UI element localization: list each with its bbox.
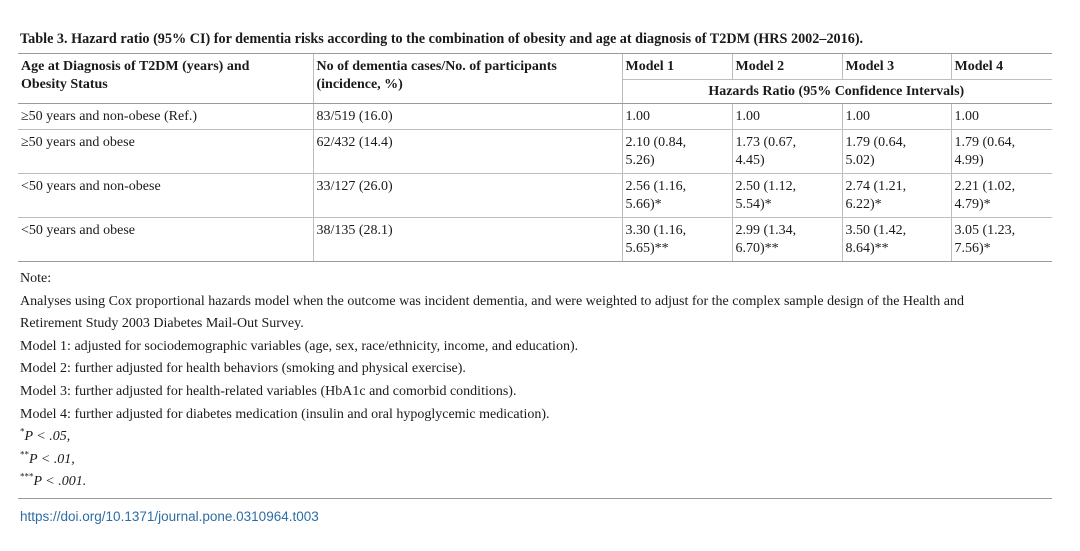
notes-line-1: Analyses using Cox proportional hazards model when the outcome was incident dementia, and were weighted to adjust for the complex sample design of the Health and bbox=[20, 293, 964, 309]
cell-value-line-1: 1.79 (0.64, bbox=[845, 135, 907, 150]
cell-value-line-2: 4.45) bbox=[735, 153, 765, 168]
cell-value-line-1: 3.50 (1.42, bbox=[845, 223, 907, 238]
cell-value-line-1: 2.10 (0.84, bbox=[625, 135, 687, 150]
cell-group: ≥50 years and non-obese (Ref.) bbox=[18, 104, 313, 130]
cell-model-3 bbox=[842, 218, 951, 262]
header-age-status: Age at Diagnosis of T2DM (years) and Obesity Status bbox=[18, 54, 313, 104]
cell-cases: 33/127 (26.0) bbox=[313, 174, 622, 218]
cell-model-1 bbox=[622, 104, 732, 130]
cell-cases: 38/135 (28.1) bbox=[313, 218, 622, 262]
cell-value-line-2: 6.22)* bbox=[845, 197, 882, 212]
header-model-4: Model 4 bbox=[951, 54, 1052, 80]
notes-significance-1: *P < .05, bbox=[20, 426, 71, 445]
header-model-3: Model 3 bbox=[842, 54, 951, 80]
cell-group: <50 years and obese bbox=[18, 218, 313, 262]
cell-value-line-1: 3.30 (1.16, bbox=[625, 223, 687, 238]
cell-value-line-1: 2.99 (1.34, bbox=[735, 223, 797, 238]
cell-cases: 62/432 (14.4) bbox=[313, 130, 622, 174]
cell-value-line-2: 6.70)** bbox=[735, 241, 779, 256]
cell-model-1 bbox=[622, 174, 732, 218]
cell-cases: 83/519 (16.0) bbox=[313, 104, 622, 130]
cell-value-line-2: 5.66)* bbox=[625, 197, 662, 212]
cell-value-line-1: 2.56 (1.16, bbox=[625, 179, 687, 194]
notes-model-1: Model 1: adjusted for sociodemographic variables (age, sex, race/ethnicity, income, and education). bbox=[20, 338, 579, 354]
cell-model-1 bbox=[622, 130, 732, 174]
cell-value-line-1: 2.21 (1.02, bbox=[954, 179, 1016, 194]
notes-title: Note: bbox=[20, 271, 52, 286]
cell-value-line-1: 1.00 bbox=[954, 109, 979, 124]
header-model-1: Model 1 bbox=[622, 54, 732, 80]
cell-value-line-1: 1.79 (0.64, bbox=[954, 135, 1016, 150]
cell-value-line-1: 3.05 (1.23, bbox=[954, 223, 1016, 238]
hazard-ratio-table bbox=[18, 54, 1052, 262]
table-row bbox=[18, 174, 1052, 218]
table-body bbox=[18, 104, 1052, 262]
cell-value-line-2: 8.64)** bbox=[845, 241, 889, 256]
cell-value-line-2: 7.56)* bbox=[954, 241, 991, 256]
cell-value-line-2: 5.26) bbox=[625, 153, 655, 168]
notes-model-4: Model 4: further adjusted for diabetes medication (insulin and oral hypoglycemic medication). bbox=[20, 406, 550, 422]
cell-model-4 bbox=[951, 104, 1052, 130]
cell-value-line-1: 2.74 (1.21, bbox=[845, 179, 907, 194]
cell-model-2 bbox=[732, 104, 842, 130]
table-row bbox=[18, 104, 1052, 130]
table-caption: Table 3. Hazard ratio (95% CI) for dementia risks according to the combination of obesity and age at diagnosis of T2DM (HRS 2002–2016). bbox=[20, 31, 864, 47]
cell-model-3 bbox=[842, 130, 951, 174]
cell-group: ≥50 years and obese bbox=[18, 130, 313, 174]
header-cases: No of dementia cases/No. of participants (incidence, %) bbox=[313, 54, 622, 104]
cell-model-4 bbox=[951, 218, 1052, 262]
cell-model-3 bbox=[842, 174, 951, 218]
cell-value-line-2: 4.99) bbox=[954, 153, 984, 168]
cell-model-2 bbox=[732, 174, 842, 218]
notes-line-2: Retirement Study 2003 Diabetes Mail-Out Survey. bbox=[20, 316, 304, 332]
cell-value-line-1: 1.00 bbox=[625, 109, 650, 124]
cell-value-line-1: 1.00 bbox=[735, 109, 760, 124]
notes-significance-3: ***P < .001. bbox=[20, 471, 87, 490]
notes-model-3: Model 3: further adjusted for health-related variables (HbA1c and comorbid conditions). bbox=[20, 383, 517, 399]
cell-model-2 bbox=[732, 218, 842, 262]
notes-model-2: Model 2: further adjusted for health behaviors (smoking and physical exercise). bbox=[20, 361, 466, 377]
cell-value-line-1: 1.73 (0.67, bbox=[735, 135, 797, 150]
table-row bbox=[18, 130, 1052, 174]
cell-model-1 bbox=[622, 218, 732, 262]
cell-group: <50 years and non-obese bbox=[18, 174, 313, 218]
header-hazards-ratio: Hazards Ratio (95% Confidence Intervals) bbox=[622, 80, 1052, 104]
header-model-2: Model 2 bbox=[732, 54, 842, 80]
cell-model-2 bbox=[732, 130, 842, 174]
cell-model-3 bbox=[842, 104, 951, 130]
table-notes bbox=[20, 268, 1060, 494]
notes-significance-2: **P < .01, bbox=[20, 449, 75, 467]
cell-value-line-1: 2.50 (1.12, bbox=[735, 179, 797, 194]
cell-value-line-2: 5.02) bbox=[845, 153, 875, 168]
cell-value-line-1: 1.00 bbox=[845, 109, 870, 124]
cell-value-line-2: 4.79)* bbox=[954, 197, 991, 212]
doi-link[interactable]: https://doi.org/10.1371/journal.pone.0310964.t003 bbox=[20, 509, 319, 524]
cell-value-line-2: 5.65)** bbox=[625, 241, 669, 256]
notes-bottom-rule bbox=[18, 498, 1052, 499]
cell-model-4 bbox=[951, 130, 1052, 174]
cell-value-line-2: 5.54)* bbox=[735, 197, 772, 212]
table-row bbox=[18, 218, 1052, 262]
cell-model-4 bbox=[951, 174, 1052, 218]
